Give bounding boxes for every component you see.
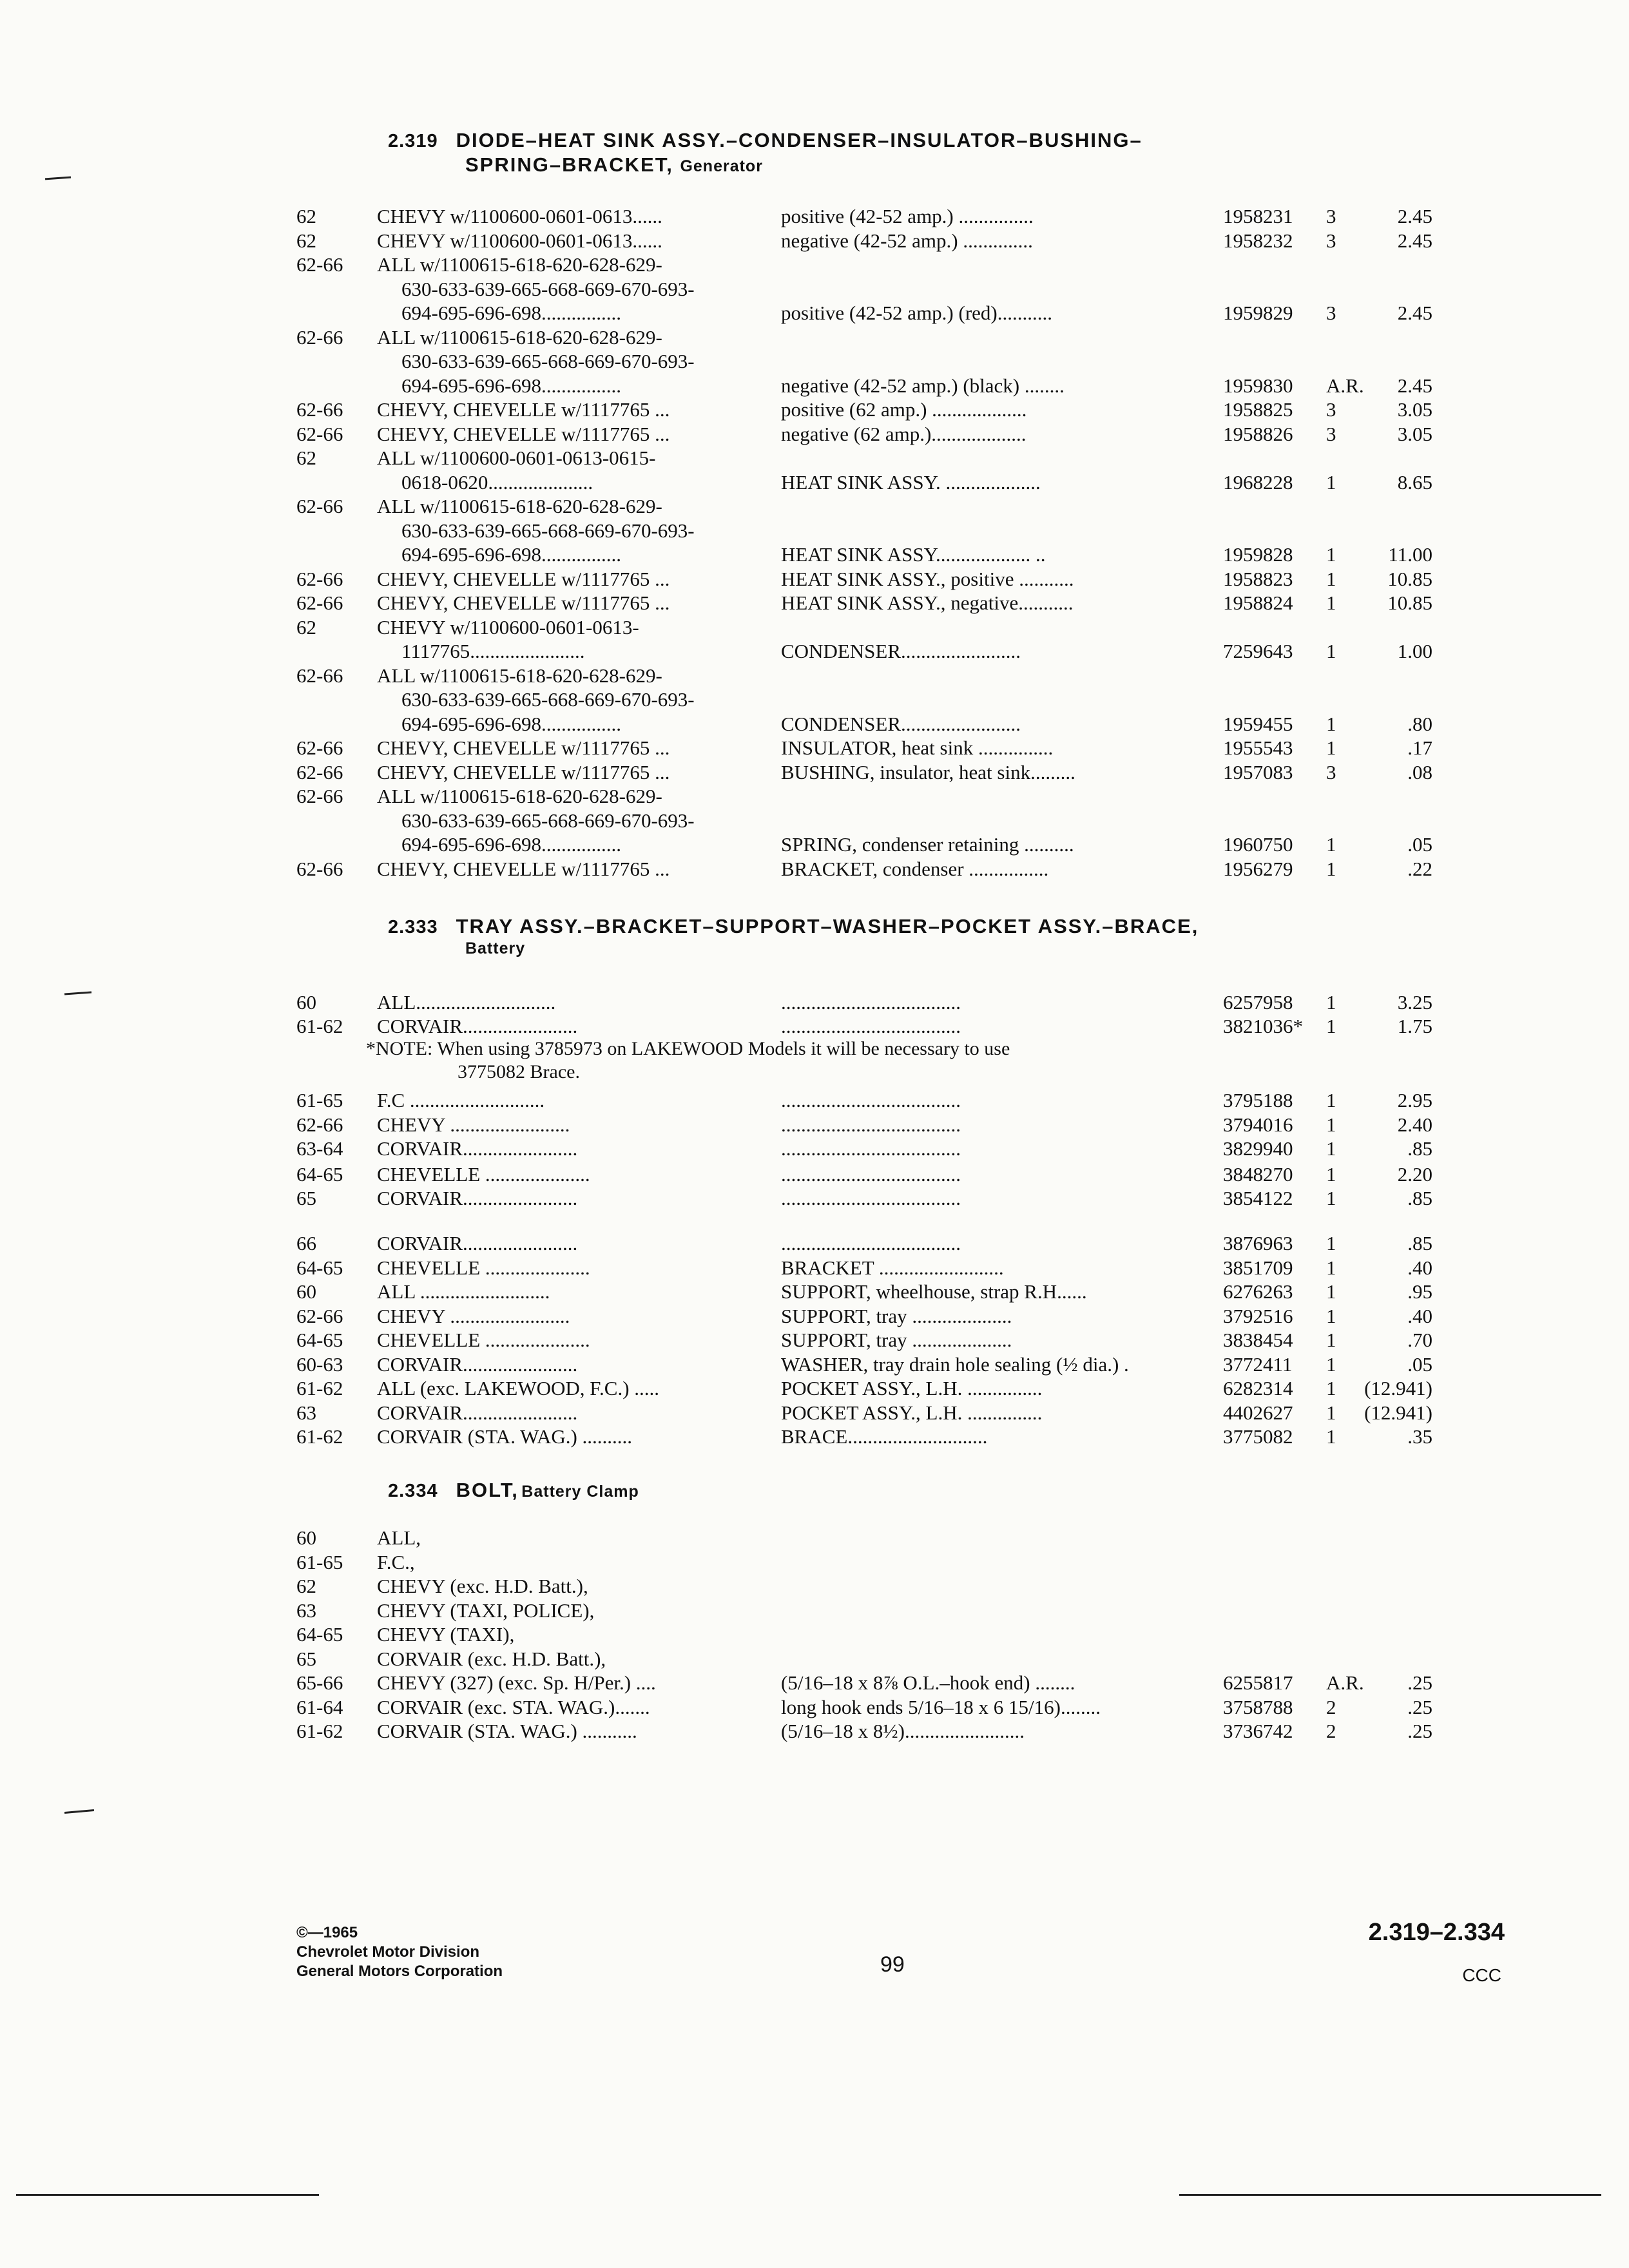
row-model: CORVAIR....................... — [377, 1137, 578, 1160]
row-quantity: 1 — [1326, 543, 1336, 566]
row-year: 62-66 — [296, 422, 343, 445]
row-part-number: 1959830 — [1223, 374, 1293, 397]
row-model: ALL w/1100615-618-620-628-629- — [377, 664, 662, 687]
row-description: negative (42-52 amp.) (black) ........ — [781, 374, 1065, 397]
section-number: 2.333 — [388, 917, 438, 937]
footer-division: Chevrolet Motor Division — [296, 1943, 480, 1961]
row-quantity: 1 — [1326, 1162, 1336, 1186]
row-description: negative (62 amp.)................... — [781, 422, 1027, 445]
row-model: ALL w/1100615-618-620-628-629- — [377, 495, 662, 517]
row-price: .05 — [1407, 1352, 1432, 1376]
section-heading-2333 — [388, 915, 1199, 958]
row-part-number: 6255817 — [1223, 1671, 1293, 1694]
row-model: CORVAIR (exc. H.D. Batt.), — [377, 1647, 606, 1670]
row-price: 2.45 — [1397, 302, 1432, 324]
row-part-number: 3736742 — [1223, 1720, 1293, 1742]
footer-publisher — [296, 1923, 503, 1981]
row-model: ALL .......................... — [377, 1280, 550, 1303]
row-price: .22 — [1407, 857, 1432, 880]
row-quantity: 3 — [1326, 760, 1336, 783]
row-year: 64-65 — [296, 1162, 343, 1186]
row-year: 63 — [296, 1599, 316, 1622]
row-description: BRACKET, condenser ................ — [781, 857, 1049, 880]
row-year: 61-62 — [296, 1377, 343, 1399]
row-model: CHEVY, CHEVELLE w/1117765 ... — [377, 422, 670, 445]
row-quantity: 1 — [1326, 712, 1336, 735]
row-description: negative (42-52 amp.) .............. — [781, 229, 1033, 252]
row-part-number: 1958826 — [1223, 422, 1293, 445]
row-year: 62 — [296, 447, 316, 469]
section-range: 2.319–2.334 — [1368, 1919, 1505, 1946]
row-price: 2.45 — [1397, 229, 1432, 252]
row-model: CHEVY (TAXI), — [377, 1623, 515, 1646]
row-part-number: 3851709 — [1223, 1256, 1293, 1279]
row-quantity: 1 — [1326, 591, 1336, 614]
section-heading-2319 — [388, 129, 1142, 177]
row-model: ALL (exc. LAKEWOOD, F.C.) ..... — [377, 1377, 660, 1399]
row-year: 62 — [296, 205, 316, 227]
row-description: .................................... — [781, 1232, 961, 1254]
row-model: CHEVY, CHEVELLE w/1117765 ... — [377, 760, 670, 783]
row-quantity: 1 — [1326, 833, 1336, 856]
row-description: .................................... — [781, 1113, 961, 1136]
row-model: CHEVY ........................ — [377, 1304, 570, 1327]
row-quantity: 2 — [1326, 1720, 1336, 1742]
row-price: .80 — [1407, 712, 1432, 735]
row-description: .................................... — [781, 991, 961, 1014]
row-description: POCKET ASSY., L.H. ............... — [781, 1401, 1043, 1424]
row-quantity: A.R. — [1326, 1671, 1364, 1694]
row-price: 10.85 — [1387, 591, 1432, 614]
row-model: ALL w/1100615-618-620-628-629- — [377, 325, 662, 349]
row-part-number: 1958232 — [1223, 229, 1293, 252]
row-quantity: 1 — [1326, 991, 1336, 1014]
row-year: 62-66 — [296, 591, 343, 614]
row-price: 2.40 — [1397, 1113, 1432, 1136]
row-description: positive (42-52 amp.) ............... — [781, 205, 1034, 227]
row-model: F.C., — [377, 1550, 415, 1573]
row-quantity: 3 — [1326, 205, 1336, 227]
row-model: 694-695-696-698................ — [401, 712, 621, 735]
row-description: CONDENSER........................ — [781, 640, 1021, 662]
row-part-number: 3794016 — [1223, 1113, 1293, 1136]
row-part-number: 3792516 — [1223, 1304, 1293, 1327]
row-price: .35 — [1407, 1425, 1432, 1448]
bottom-rule-left — [16, 2194, 319, 2196]
row-part-number: 1958824 — [1223, 591, 1293, 614]
row-price: 2.45 — [1397, 205, 1432, 227]
row-part-number: 1958825 — [1223, 398, 1293, 421]
row-model: ALL w/1100615-618-620-628-629- — [377, 253, 662, 276]
row-model: 694-695-696-698................ — [401, 833, 621, 856]
row-year: 62-66 — [296, 785, 343, 807]
row-price: .40 — [1407, 1256, 1432, 1279]
row-part-number: 3854122 — [1223, 1187, 1293, 1209]
row-year: 62-66 — [296, 1304, 343, 1327]
row-quantity: 1 — [1326, 1256, 1336, 1279]
row-description: HEAT SINK ASSY., negative........... — [781, 591, 1074, 614]
row-price: 3.05 — [1397, 398, 1432, 421]
row-part-number: 1958231 — [1223, 205, 1293, 227]
margin-mark — [45, 177, 71, 180]
row-model: 694-695-696-698................ — [401, 543, 621, 566]
row-part-number: 6282314 — [1223, 1377, 1293, 1399]
row-model: 630-633-639-665-668-669-670-693- — [401, 350, 695, 372]
section-subtitle: Generator — [680, 157, 763, 175]
row-quantity: 1 — [1326, 1304, 1336, 1327]
row-price: 1.00 — [1397, 640, 1432, 662]
row-description: .................................... — [781, 1137, 961, 1160]
row-price: 8.65 — [1397, 470, 1432, 494]
footnote — [366, 1037, 1010, 1084]
row-description: HEAT SINK ASSY. ................... — [781, 470, 1041, 494]
row-description: BUSHING, insulator, heat sink......... — [781, 760, 1075, 783]
row-quantity: 1 — [1326, 1280, 1336, 1303]
row-year: 60 — [296, 1280, 316, 1303]
row-year: 61-62 — [296, 1720, 343, 1742]
row-year: 65 — [296, 1647, 316, 1670]
row-description: (5/16–18 x 8⅞ O.L.–hook end) ........ — [781, 1671, 1075, 1694]
row-description: .................................... — [781, 1089, 961, 1111]
row-price: .85 — [1407, 1137, 1432, 1160]
row-quantity: 1 — [1326, 1352, 1336, 1376]
row-year: 62-66 — [296, 398, 343, 421]
row-price: .85 — [1407, 1232, 1432, 1254]
row-price: 2.45 — [1397, 374, 1432, 397]
row-part-number: 1959829 — [1223, 302, 1293, 324]
row-year: 64-65 — [296, 1329, 343, 1351]
row-year: 62-66 — [296, 495, 343, 517]
row-price: .25 — [1407, 1671, 1432, 1694]
row-part-number: 1955543 — [1223, 736, 1293, 759]
row-model: ALL w/1100600-0601-0613-0615- — [377, 447, 656, 469]
row-part-number: 3829940 — [1223, 1137, 1293, 1160]
row-year: 60 — [296, 991, 316, 1014]
row-year: 65 — [296, 1187, 316, 1209]
row-description: .................................... — [781, 1015, 961, 1037]
row-year: 61-65 — [296, 1089, 343, 1111]
page-code: CCC — [1462, 1965, 1501, 1985]
row-quantity: 1 — [1326, 1377, 1336, 1399]
row-year: 62-66 — [296, 1113, 343, 1136]
row-year: 60-63 — [296, 1352, 343, 1376]
row-quantity: 1 — [1326, 1015, 1336, 1037]
row-quantity: 1 — [1326, 857, 1336, 880]
row-model: CHEVY (327) (exc. Sp. H/Per.) .... — [377, 1671, 656, 1694]
section-number: 2.319 — [388, 131, 438, 151]
row-model: CORVAIR (exc. STA. WAG.)....... — [377, 1695, 650, 1718]
bottom-rule-right — [1179, 2194, 1601, 2196]
row-quantity: 1 — [1326, 736, 1336, 759]
row-part-number: 1960750 — [1223, 833, 1293, 856]
section-number: 2.334 — [388, 1481, 438, 1501]
row-year: 64-65 — [296, 1256, 343, 1279]
row-model: CHEVY, CHEVELLE w/1117765 ... — [377, 567, 670, 590]
row-part-number: 3795188 — [1223, 1089, 1293, 1111]
row-description: INSULATOR, heat sink ............... — [781, 736, 1054, 759]
row-part-number: 7259643 — [1223, 640, 1293, 662]
row-model: 694-695-696-698................ — [401, 374, 621, 397]
section-title: DIODE–HEAT SINK ASSY.–CONDENSER–INSULATOR–BUSHING– — [456, 129, 1142, 151]
row-year: 63-64 — [296, 1137, 343, 1160]
row-description: CONDENSER........................ — [781, 712, 1021, 735]
row-model: CORVAIR....................... — [377, 1187, 578, 1209]
row-price: .05 — [1407, 833, 1432, 856]
row-price: .40 — [1407, 1304, 1432, 1327]
row-year: 60 — [296, 1526, 316, 1549]
row-part-number: 1968228 — [1223, 470, 1293, 494]
row-price: (12.941) — [1364, 1401, 1432, 1424]
row-part-number: 3775082 — [1223, 1425, 1293, 1448]
section-subtitle: Battery Clamp — [521, 1483, 639, 1501]
row-model: CHEVY (TAXI, POLICE), — [377, 1599, 595, 1622]
row-model: ALL, — [377, 1526, 421, 1549]
row-part-number: 6276263 — [1223, 1280, 1293, 1303]
row-quantity: 1 — [1326, 1329, 1336, 1351]
row-year: 62 — [296, 615, 316, 639]
row-description: HEAT SINK ASSY., positive ........... — [781, 567, 1074, 590]
row-model: CHEVELLE ..................... — [377, 1162, 590, 1186]
row-year: 61-62 — [296, 1015, 343, 1037]
row-model: 630-633-639-665-668-669-670-693- — [401, 809, 695, 832]
row-model: CORVAIR....................... — [377, 1232, 578, 1254]
row-year: 62-66 — [296, 857, 343, 880]
row-model: 694-695-696-698................ — [401, 302, 621, 324]
row-price: .08 — [1407, 760, 1432, 783]
row-year: 61-64 — [296, 1695, 343, 1718]
row-part-number: 1959455 — [1223, 712, 1293, 735]
section-subtitle: Battery — [465, 939, 526, 957]
margin-mark — [64, 1809, 94, 1814]
section-title: BOLT, — [456, 1479, 519, 1501]
row-part-number: 3838454 — [1223, 1329, 1293, 1351]
footnote-line2: 3775082 Brace. — [458, 1061, 580, 1082]
row-model: CHEVY, CHEVELLE w/1117765 ... — [377, 736, 670, 759]
row-part-number: 1957083 — [1223, 760, 1293, 783]
row-model: CORVAIR....................... — [377, 1352, 578, 1376]
section-heading-2334 — [388, 1479, 639, 1502]
row-quantity: 1 — [1326, 1425, 1336, 1448]
row-model: CHEVELLE ..................... — [377, 1256, 590, 1279]
row-description: SUPPORT, tray .................... — [781, 1304, 1012, 1327]
row-part-number: 1956279 — [1223, 857, 1293, 880]
row-price: .17 — [1407, 736, 1432, 759]
row-part-number: 1958823 — [1223, 567, 1293, 590]
row-description: WASHER, tray drain hole sealing (½ dia.) . — [781, 1352, 1129, 1376]
row-quantity: 1 — [1326, 1137, 1336, 1160]
row-quantity: 1 — [1326, 1232, 1336, 1254]
row-model: F.C ........................... — [377, 1089, 545, 1111]
row-model: CHEVY ........................ — [377, 1113, 570, 1136]
page-number: 99 — [880, 1952, 905, 1977]
row-price: .25 — [1407, 1720, 1432, 1742]
row-year: 62 — [296, 229, 316, 252]
row-description: positive (62 amp.) ................... — [781, 398, 1027, 421]
row-model: CHEVY (exc. H.D. Batt.), — [377, 1575, 588, 1597]
row-year: 62-66 — [296, 567, 343, 590]
row-model: CHEVY, CHEVELLE w/1117765 ... — [377, 857, 670, 880]
row-part-number: 3848270 — [1223, 1162, 1293, 1186]
row-description: BRACKET ......................... — [781, 1256, 1004, 1279]
row-quantity: 3 — [1326, 422, 1336, 445]
row-part-number: 4402627 — [1223, 1401, 1293, 1424]
row-model: 630-633-639-665-668-669-670-693- — [401, 277, 695, 300]
row-part-number: 3876963 — [1223, 1232, 1293, 1254]
row-description: (5/16–18 x 8½)........................ — [781, 1720, 1025, 1742]
section-title: TRAY ASSY.–BRACKET–SUPPORT–WASHER–POCKET ASSY.–BRACE, — [456, 915, 1199, 937]
row-quantity: 2 — [1326, 1695, 1336, 1718]
row-part-number: 6257958 — [1223, 991, 1293, 1014]
row-year: 64-65 — [296, 1623, 343, 1646]
row-price: 3.25 — [1397, 991, 1432, 1014]
row-model: CORVAIR....................... — [377, 1401, 578, 1424]
row-price: 3.05 — [1397, 422, 1432, 445]
row-price: 11.00 — [1388, 543, 1432, 566]
row-quantity: 1 — [1326, 470, 1336, 494]
row-quantity: 3 — [1326, 302, 1336, 324]
row-model: CHEVY w/1100600-0601-0613...... — [377, 229, 662, 252]
row-year: 62-66 — [296, 664, 343, 687]
row-price: .25 — [1407, 1695, 1432, 1718]
row-description: SUPPORT, tray .................... — [781, 1329, 1012, 1351]
row-price: (12.941) — [1364, 1377, 1432, 1399]
row-model: CHEVY, CHEVELLE w/1117765 ... — [377, 591, 670, 614]
row-year: 62-66 — [296, 325, 343, 349]
row-quantity: 1 — [1326, 567, 1336, 590]
row-quantity: 1 — [1326, 1187, 1336, 1209]
row-description: HEAT SINK ASSY................... .. — [781, 543, 1046, 566]
row-description: .................................... — [781, 1187, 961, 1209]
row-year: 62-66 — [296, 253, 343, 276]
row-model: ALL............................ — [377, 991, 556, 1014]
row-model: CORVAIR (STA. WAG.) ........... — [377, 1720, 637, 1742]
row-price: 2.20 — [1397, 1162, 1432, 1186]
row-year: 63 — [296, 1401, 316, 1424]
row-year: 62 — [296, 1575, 316, 1597]
row-price: 1.75 — [1397, 1015, 1432, 1037]
row-model: CHEVY w/1100600-0601-0613...... — [377, 205, 662, 227]
row-price: .85 — [1407, 1187, 1432, 1209]
row-model: CORVAIR (STA. WAG.) .......... — [377, 1425, 633, 1448]
row-model: 0618-0620..................... — [401, 470, 593, 494]
row-model: 1117765....................... — [401, 640, 585, 662]
footer-copyright: ©—1965 — [296, 1924, 358, 1941]
row-part-number: 1959828 — [1223, 543, 1293, 566]
row-part-number: 3758788 — [1223, 1695, 1293, 1718]
section-title-line2: SPRING–BRACKET, — [465, 153, 673, 176]
row-model: ALL w/1100615-618-620-628-629- — [377, 785, 662, 807]
row-quantity: 1 — [1326, 1401, 1336, 1424]
row-description: positive (42-52 amp.) (red)........... — [781, 302, 1052, 324]
footnote-line1: *NOTE: When using 3785973 on LAKEWOOD Models it will be necessary to use — [366, 1038, 1010, 1059]
row-model: CHEVY, CHEVELLE w/1117765 ... — [377, 398, 670, 421]
row-price: 10.85 — [1387, 567, 1432, 590]
row-quantity: 1 — [1326, 1089, 1336, 1111]
margin-mark — [64, 992, 92, 995]
footer-corporation: General Motors Corporation — [296, 1963, 503, 1980]
row-description: SPRING, condenser retaining .......... — [781, 833, 1074, 856]
row-model: CHEVY w/1100600-0601-0613- — [377, 615, 639, 639]
row-year: 62-66 — [296, 736, 343, 759]
row-model: 630-633-639-665-668-669-670-693- — [401, 688, 695, 711]
row-price: .70 — [1407, 1329, 1432, 1351]
row-year: 65-66 — [296, 1671, 343, 1694]
row-price: 2.95 — [1397, 1089, 1432, 1111]
row-part-number: 3821036* — [1223, 1015, 1303, 1037]
row-quantity: 1 — [1326, 640, 1336, 662]
row-model: CHEVELLE ..................... — [377, 1329, 590, 1351]
row-description: .................................... — [781, 1162, 961, 1186]
row-part-number: 3772411 — [1223, 1352, 1293, 1376]
row-year: 61-62 — [296, 1425, 343, 1448]
row-year: 66 — [296, 1232, 316, 1254]
row-description: BRACE............................ — [781, 1425, 988, 1448]
row-price: .95 — [1407, 1280, 1432, 1303]
row-description: SUPPORT, wheelhouse, strap R.H...... — [781, 1280, 1087, 1303]
row-quantity: 3 — [1326, 229, 1336, 252]
row-quantity: A.R. — [1326, 374, 1364, 397]
row-description: long hook ends 5/16–18 x 6 15/16)........ — [781, 1695, 1101, 1718]
row-model: CORVAIR....................... — [377, 1015, 578, 1037]
row-model: 630-633-639-665-668-669-670-693- — [401, 519, 695, 542]
row-year: 61-65 — [296, 1550, 343, 1573]
row-quantity: 3 — [1326, 398, 1336, 421]
row-quantity: 1 — [1326, 1113, 1336, 1136]
row-year: 62-66 — [296, 760, 343, 783]
row-description: POCKET ASSY., L.H. ............... — [781, 1377, 1043, 1399]
